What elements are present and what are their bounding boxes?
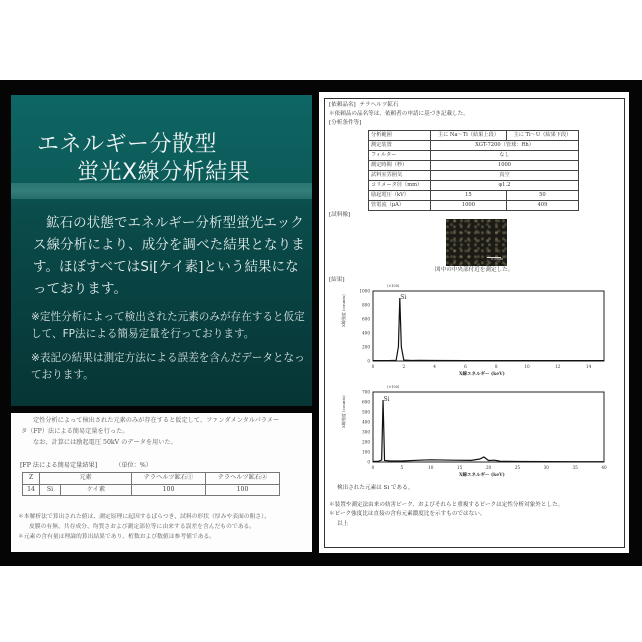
chart-scale-note: (×100) [387, 284, 400, 288]
svg-text:15: 15 [456, 465, 463, 470]
cell-element-name: ケイ素 [61, 484, 132, 496]
report-note: ＊装置や測定法由来の妨害ピーク、およびそれらと重複するピークは定性分析対象外とした。 [329, 502, 564, 508]
table-row [369, 131, 579, 141]
svg-text:600: 600 [362, 316, 370, 322]
header-element: 元素 [40, 473, 132, 485]
header-sample-1: テラヘルツ鉱石① [132, 473, 206, 485]
sample-note: ＊依頼品の品名等は、依頼者の申請に基づき記載した。 [329, 111, 469, 117]
analysis-report-document [319, 92, 629, 553]
photo-caption: 図中の中央部付近を測定した。 [435, 267, 514, 273]
analysis-conditions-table [368, 130, 579, 211]
doc-footnote: ＊本解析法で算出された値は、測定原理に起因するばらつき、試料の形状（厚みや表面の粗さ）、 [18, 514, 270, 520]
svg-text:800: 800 [362, 302, 370, 308]
svg-text:5: 5 [400, 465, 404, 470]
peak-label-si: Si [400, 294, 407, 301]
x-axis-label: X線エネルギー (keV) [459, 372, 505, 377]
y-axis-label: X線強度 (counts) [341, 294, 346, 327]
svg-text:0: 0 [367, 358, 370, 364]
cond-key: コリメータ径（mm） [369, 181, 431, 191]
sample-micrograph [446, 219, 507, 266]
svg-text:20: 20 [485, 465, 492, 470]
cond-value: φ1.2 [431, 181, 579, 191]
header-sample-2: テラヘルツ鉱石② [206, 473, 280, 485]
cond-value: 真空 [431, 171, 579, 181]
cond-value: 主に Ti～U（結果下段） [506, 131, 578, 141]
svg-text:0: 0 [371, 364, 375, 369]
svg-text:500: 500 [362, 409, 370, 415]
panel-note-error: ※表記の結果は測定方法による誤差を含んだデータとなっております。 [31, 352, 305, 381]
cond-value: 1000 [431, 161, 579, 171]
cond-key: 測定時間（秒） [369, 161, 431, 171]
panel-description: 鉱石の状態でエネルギー分析型蛍光エックス線分析により、成分を調べた結果となります。ほぼすべてはSi[ケイ素]という結果になっております。 [33, 216, 305, 297]
svg-text:40: 40 [601, 465, 607, 470]
panel-title [37, 131, 250, 187]
table-row [369, 171, 579, 181]
plot-frame [373, 392, 604, 462]
doc-paragraph: なお、計算には励起電圧 50kV のデータを用いた。 [33, 439, 177, 446]
title-line-2: 蛍光X線分析結果 [77, 160, 251, 185]
cond-value: 1000 [431, 201, 507, 211]
cell-value-1: 100 [132, 484, 206, 496]
cond-key: フィルター [369, 151, 431, 161]
table-row [369, 201, 579, 211]
doc-paragraph: 定性分析によって検出された元素のみが存在すると仮定して、ファンダメンタルパラメー [33, 417, 280, 424]
fp-table-title: [FP 法による簡易定量結果] [20, 462, 98, 469]
doc-paragraph: タ（FP）法による簡易定量を行った。 [21, 428, 129, 435]
spectrum-chart-low-energy [339, 281, 619, 377]
table-row [23, 484, 280, 496]
svg-text:25: 25 [514, 465, 521, 470]
panel-note-fp-method: ※定性分析によって検出された元素のみが存在すると仮定して、FP法による簡易定量を行っております。 [31, 311, 305, 340]
cell-symbol: Si [40, 484, 61, 496]
cond-value: 50 [506, 191, 578, 201]
cond-value: 409 [506, 201, 578, 211]
conditions-label: [分析条件等] [329, 120, 362, 126]
svg-text:400: 400 [362, 330, 370, 336]
cond-key: 分析範囲 [369, 131, 431, 141]
svg-text:200: 200 [362, 439, 370, 445]
svg-text:4: 4 [433, 364, 436, 369]
y-axis-ticks [359, 289, 370, 364]
report-end: 以上 [337, 521, 349, 527]
svg-text:8: 8 [494, 364, 498, 369]
x-axis-ticks [372, 364, 592, 369]
table-header-row [23, 473, 280, 485]
cond-value: 15 [431, 191, 507, 201]
scale-bar-label: 0.5mm [490, 257, 503, 261]
cond-key: 試料室雰囲気 [369, 171, 431, 181]
svg-text:300: 300 [362, 429, 370, 435]
report-note: ＊ピーク強度比は直接の含有元素濃度比を示すものではない。 [329, 511, 486, 517]
svg-text:100: 100 [362, 449, 370, 455]
svg-text:0: 0 [367, 459, 370, 465]
x-axis-label: X線エネルギー (keV) [459, 473, 505, 478]
svg-text:600: 600 [362, 399, 370, 405]
cond-value: XGT-7200（管球：Rh） [431, 141, 579, 151]
cell-value-2: 100 [206, 484, 280, 496]
fp-table-caption [20, 461, 152, 472]
sample-name-line [329, 101, 398, 110]
chart-scale-note: (×100) [387, 385, 400, 389]
report-border [324, 98, 625, 548]
doc-footnote: ＊元素の含有量は理論的算出結果であり、桁数および数値は参考値である。 [18, 534, 216, 540]
svg-text:6: 6 [464, 364, 467, 369]
cond-value: 主に Na～Ti（結果上段） [431, 131, 507, 141]
cond-key: 励起電圧（kV） [369, 191, 431, 201]
fp-results-table [22, 472, 280, 496]
cond-key: 管電流（μA） [369, 201, 431, 211]
svg-text:200: 200 [362, 344, 370, 350]
table-row [369, 141, 579, 151]
peak-label-si: Si [383, 396, 390, 403]
svg-text:30: 30 [543, 465, 549, 470]
sample-name-label: [依頼品名] [329, 102, 356, 108]
cond-key: 測定装置 [369, 141, 431, 151]
spectrum-line [373, 298, 604, 361]
table-row [369, 191, 579, 201]
svg-text:10: 10 [428, 465, 434, 470]
svg-text:0: 0 [371, 465, 375, 470]
detected-elements: 検出された元素は Si である。 [337, 485, 414, 491]
x-axis-ticks [372, 465, 607, 470]
svg-text:14: 14 [585, 364, 592, 369]
table-row [369, 181, 579, 191]
spectrum-line [373, 400, 604, 462]
table-row [369, 151, 579, 161]
fp-quantification-document [11, 413, 312, 552]
svg-text:2: 2 [402, 364, 406, 369]
spectrum-chart-high-energy [339, 382, 619, 478]
doc-footnote: 皮膜の有無、共存成分、均質さおよび測定部位等に由来する誤差を含んだものである。 [29, 524, 256, 530]
photo-label: [試料像] [329, 212, 351, 218]
plot-frame [373, 291, 604, 361]
svg-text:35: 35 [572, 465, 578, 470]
svg-text:10: 10 [524, 364, 530, 369]
y-axis-label: X線強度 (counts) [341, 395, 346, 428]
sample-name-value: テラヘルツ鉱石 [359, 102, 399, 108]
svg-text:400: 400 [362, 419, 370, 425]
cond-value: なし [431, 151, 579, 161]
svg-text:700: 700 [362, 389, 370, 395]
cell-z: 14 [23, 484, 40, 496]
header-z: Z [23, 473, 40, 485]
table-row [369, 161, 579, 171]
summary-panel [11, 95, 312, 406]
svg-text:12: 12 [555, 364, 561, 369]
results-label: [結果] [329, 277, 345, 283]
y-axis-ticks [362, 390, 370, 465]
title-line-1: エネルギー分散型 [37, 132, 218, 157]
fp-table-unit: （単位：%） [115, 462, 152, 469]
svg-text:1000: 1000 [359, 288, 370, 294]
